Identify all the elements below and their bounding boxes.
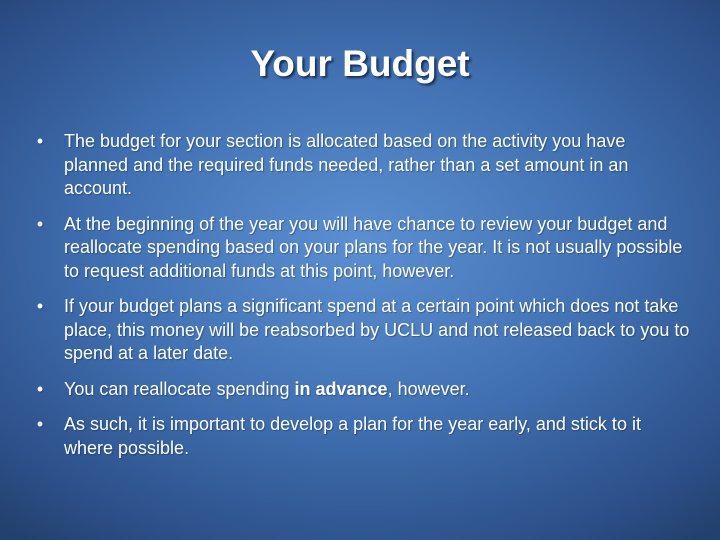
bullet-list bbox=[30, 130, 690, 472]
bullet-marker: • bbox=[36, 131, 44, 151]
slide-title: Your Budget bbox=[250, 43, 470, 84]
bullet-text: You can reallocate spending bbox=[64, 378, 295, 399]
bullet-text: If your budget plans a significant spend at a certain point which does not take place, this money will be reabsorbed by UCLU and not released back to you to spend at a later date. bbox=[64, 296, 690, 363]
bullet-item bbox=[30, 295, 690, 366]
bullet-marker: • bbox=[36, 296, 44, 316]
bullet-emphasis: in advance bbox=[294, 378, 388, 399]
bullet-text: The budget for your section is allocated based on the activity you have planned and the required funds needed, rather than a set amount in an account. bbox=[64, 131, 629, 198]
bullet-marker: • bbox=[36, 213, 44, 234]
bullet-text: , however. bbox=[387, 378, 470, 399]
bullet-text: As such, it is important to develop a plan for the year early, and stick to it where possible. bbox=[64, 414, 641, 458]
bullet-item bbox=[30, 130, 690, 201]
bullet-item bbox=[30, 378, 690, 402]
bullet-item bbox=[30, 213, 690, 284]
bullet-marker: • bbox=[36, 378, 44, 399]
bullet-item bbox=[30, 413, 690, 460]
bullet-marker: • bbox=[36, 414, 44, 434]
bullet-text: At the beginning of the year you will have chance to review your budget and reallocate spending based on your plans for the year. It is not usually possible to request additional funds at this point, however. bbox=[64, 213, 683, 281]
